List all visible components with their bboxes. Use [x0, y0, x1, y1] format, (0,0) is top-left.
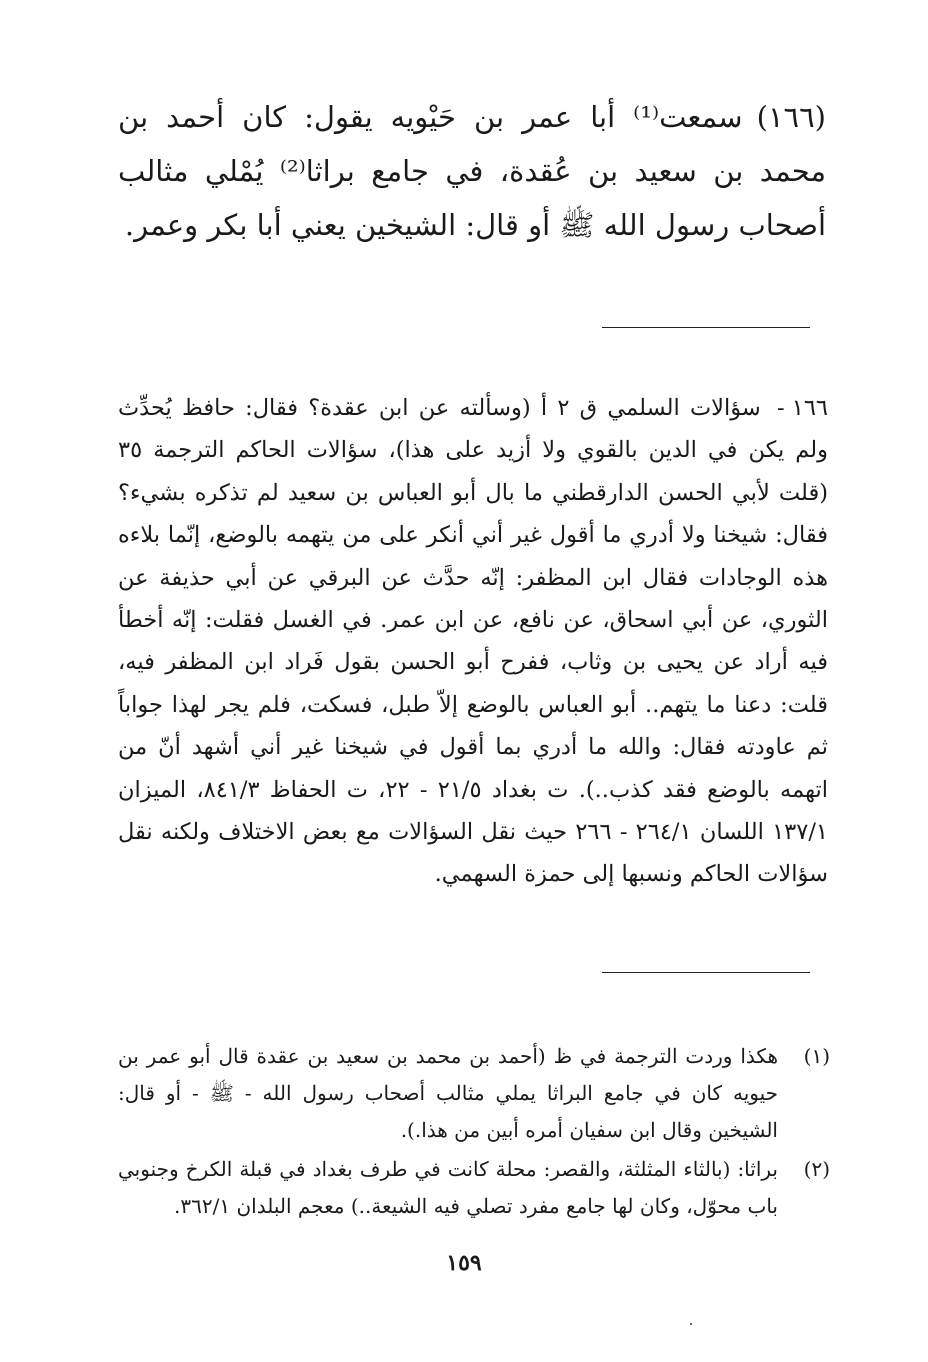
footnotes [118, 1038, 830, 1227]
main-entry [118, 90, 826, 252]
footnote-1 [118, 1038, 830, 1149]
footnote-text: براثا: (بالثاء المثلثة، والقصر: محلة كانت في طرف بغداد في قبلة الكرخ وجنوبي باب محوّل، وكان لها جامع مفرد تصلي فيه الشيعة..) معجم البلدان ٣٦٢/١. [118, 1157, 778, 1218]
footnote-mark: (٢) [803, 1157, 830, 1181]
text-divider [602, 327, 810, 328]
commentary-number: ١٦٦ - [776, 395, 829, 421]
entry-text: سمعت⁽¹⁾ أبا عمر بن حَيْويه يقول: كان أحمد بن محمد بن سعيد بن عُقدة، في جامع براثا⁽²⁾ يُمْلي مثالب أصحاب رسول الله ﷺ أو قال: الشيخين يعني أبا بكر وعمر. [118, 100, 827, 242]
footnote-2 [118, 1151, 830, 1225]
footnote-mark: (١) [803, 1044, 830, 1068]
scan-speck [690, 1323, 692, 1325]
footnote-text: هكذا وردت الترجمة في ظ (أحمد بن محمد بن سعيد بن عقدة قال أبو عمر بن حيويه كان في جامع البراثا يملي مثالب أصحاب رسول الله - ﷺ - أو قال: الشيخين وقال ابن سفيان أمره أبين من هذا.). [118, 1044, 778, 1142]
page-number: ١٥٩ [446, 1250, 482, 1276]
entry-number: (١٦٦) [756, 100, 826, 134]
footnote-divider [602, 972, 810, 973]
commentary-text: سؤالات السلمي ق ٢ أ (وسألته عن ابن عقدة؟ فقال: حافظ يُحدِّث ولم يكن في الدين بالقوي ولا أزيد على هذا)، سؤالات الحاكم الترجمة ٣٥ (قلت لأبي الحسن الدارقطني ما بال أبو العباس بن سعيد لم تذكره بشيء؟ فقال: شيخنا ولا أدري ما أقول غير أني أنكر على من يتهمه بالوضع، إنّما بلاءه هذه الوجادات فقال ابن المظفر: إنّه حدَّث عن البرقي عن أبي حذيفة عن الثوري، عن أبي اسحاق، عن نافع، عن ابن عمر. في الغسل فقلت: إنّه أخطأ فيه أراد عن يحيى بن وثاب، ففرح أبو الحسن بقول فَراد ابن المظفر فيه، قلت: دعنا ما يتهم.. أبو العباس بالوضع إلاّ طبل، فسكت، فلم يجر لهذا جواباً ثم عاودته فقال: والله ما أدري بما أقول في شيخنا غير أني أشهد أنّ من اتهمه بالوضع فقد كذب..). ت بغداد ٢١/٥ - ٢٢، ت الحفاظ ٨٤١/٣، الميزان ١٣٧/١ اللسان ٢٦٤/١ - ٢٦٦ حيث نقل السؤالات مع بعض الاختلاف ولكنه نقل سؤالات الحاكم ونسبها إلى حمزة السهمي. [118, 395, 829, 888]
commentary [118, 387, 828, 896]
